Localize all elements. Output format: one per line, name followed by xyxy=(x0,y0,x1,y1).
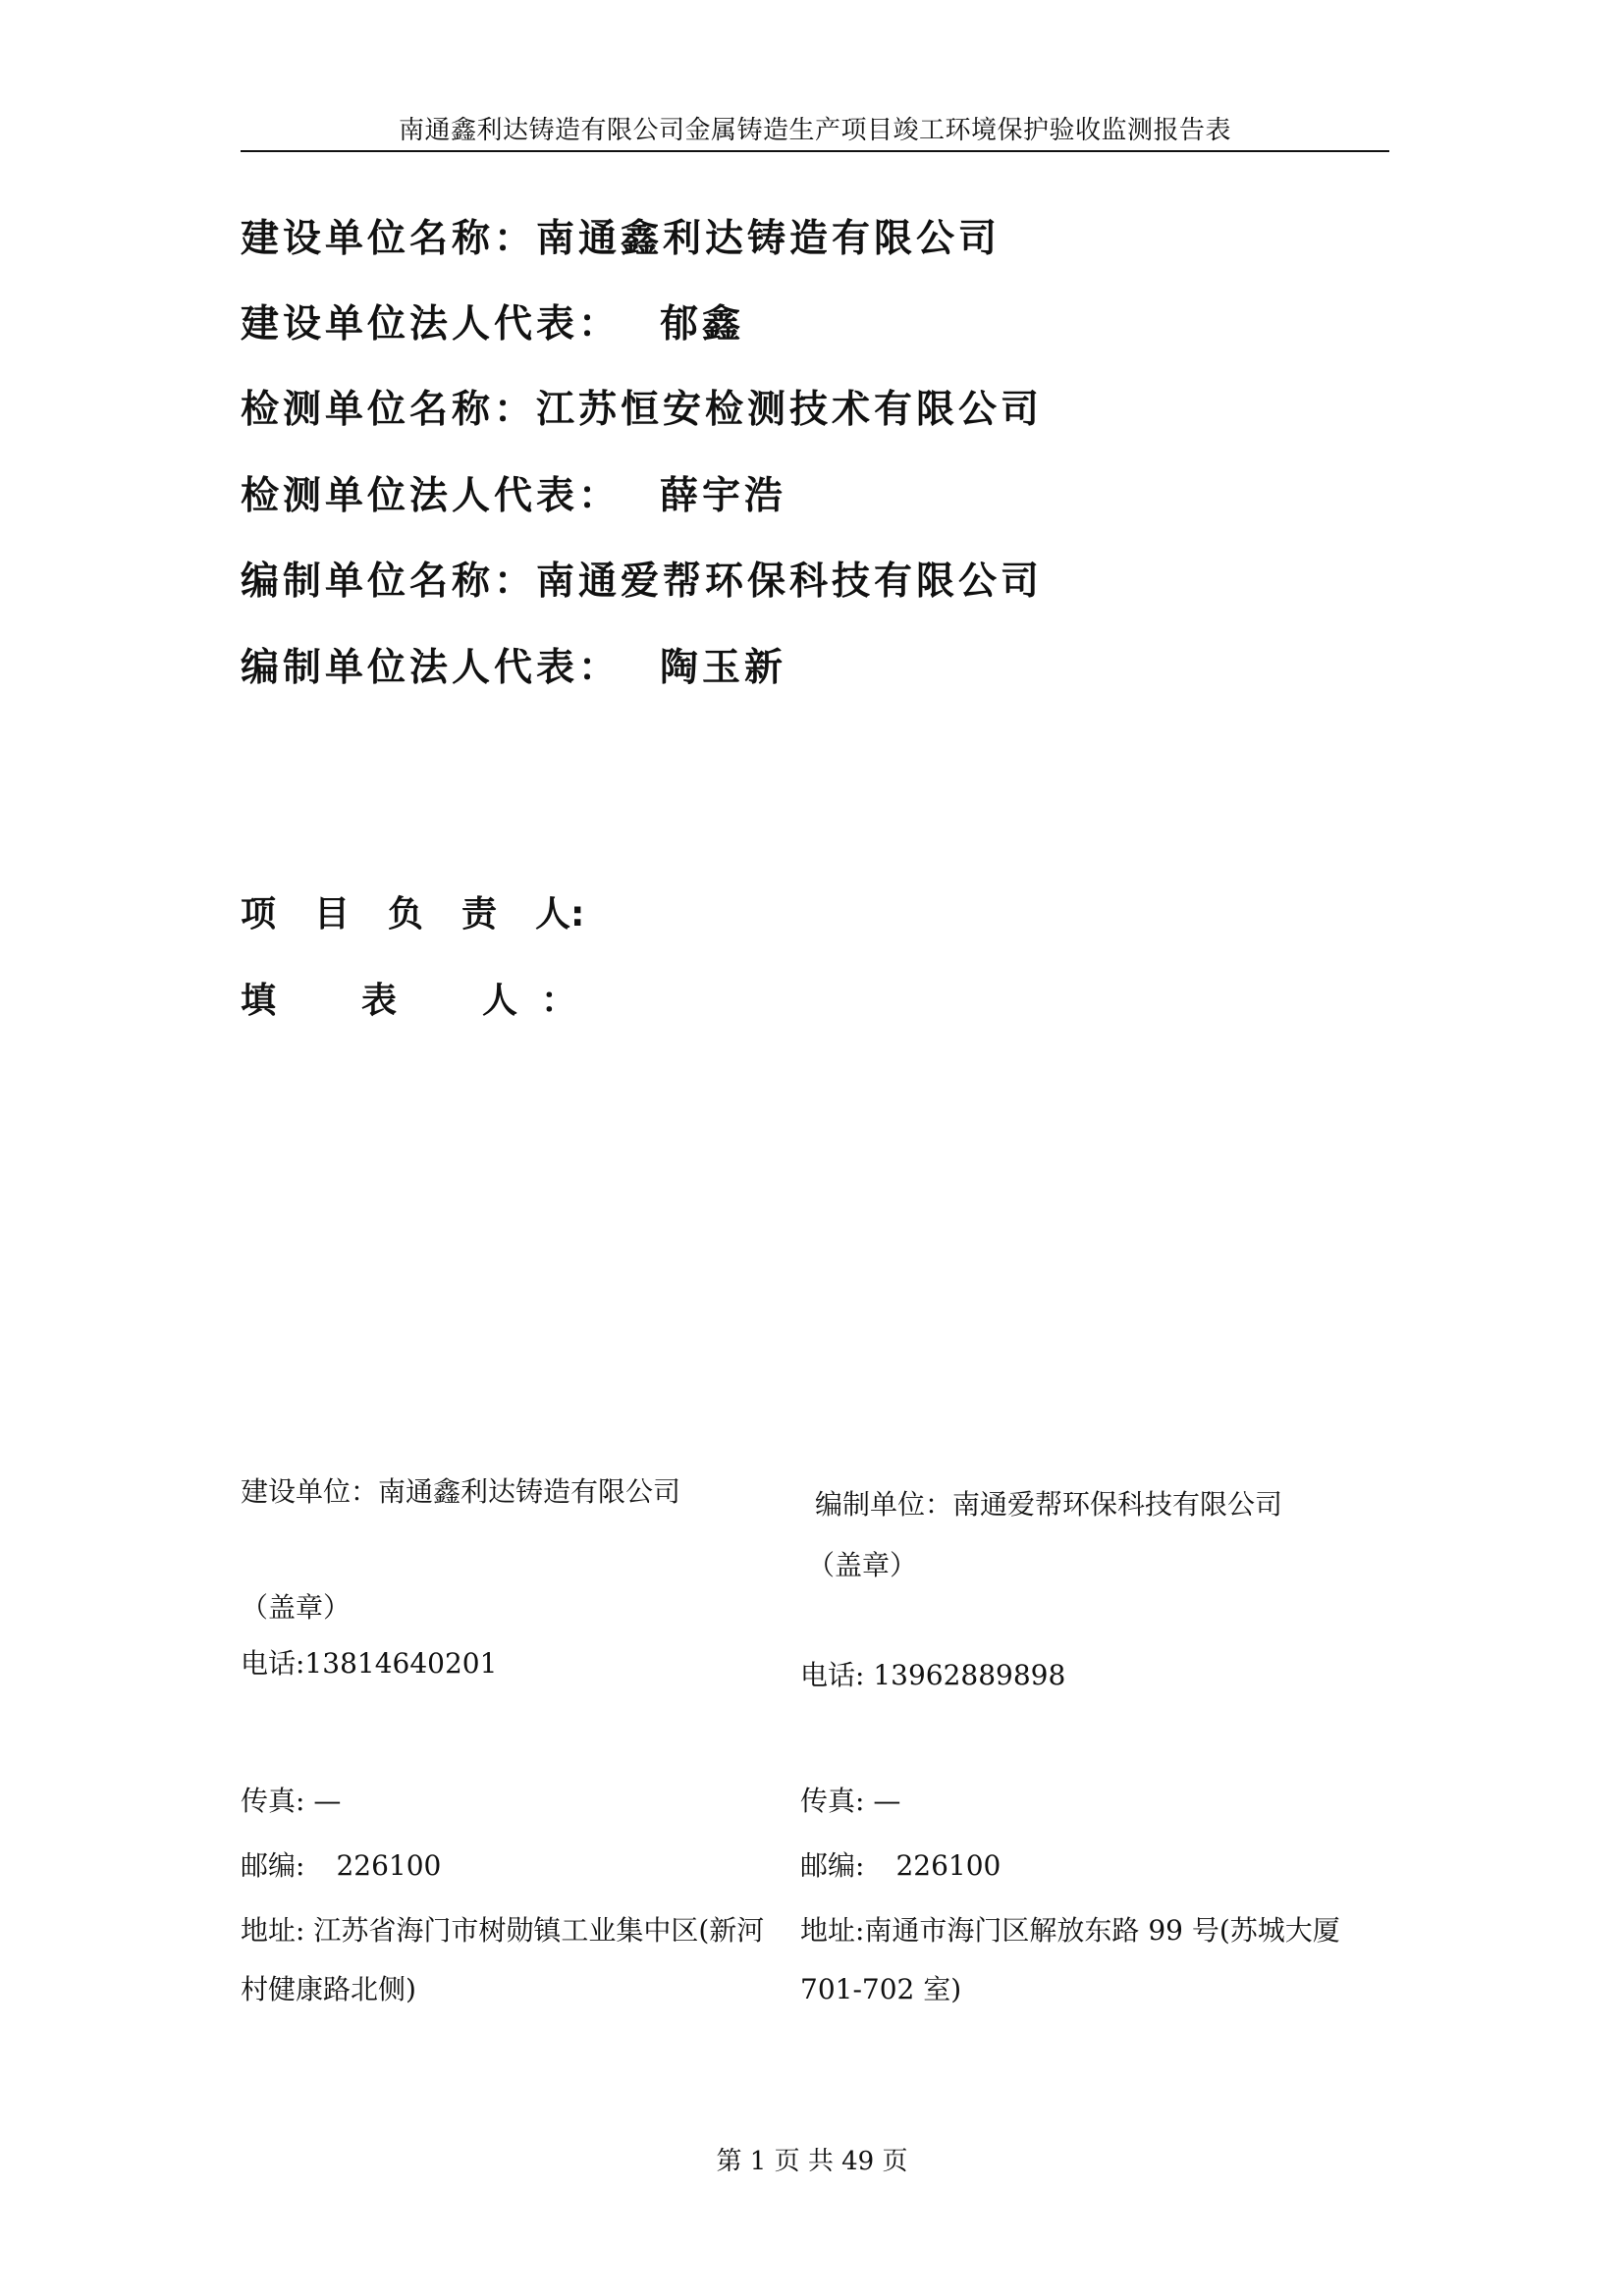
left-address: 地址: 江苏省海门市树勋镇工业集中区(新河村健康路北侧) xyxy=(241,1914,765,2005)
right-seal: （盖章） xyxy=(807,1549,918,1581)
construction-unit-rep-label: 建设单位法人代表： xyxy=(241,302,622,347)
project-lead-char: 责 xyxy=(461,894,498,934)
form-filler-char: 人 xyxy=(482,981,518,1021)
project-lead-char: 负 xyxy=(388,894,424,934)
construction-unit-name-value: 南通鑫利达铸造有限公司 xyxy=(536,217,1001,261)
compiling-unit-name-line xyxy=(241,558,1043,607)
right-postcode-value: 226100 xyxy=(895,1849,1001,1882)
form-filler-char: 填 xyxy=(241,981,277,1021)
left-unit-name: 建设单位：南通鑫利达铸造有限公司 xyxy=(241,1475,681,1508)
page-number: 第 1 页 共 49 页 xyxy=(716,2147,908,2176)
testing-unit-rep-value: 薛宇浩 xyxy=(660,474,787,518)
left-postcode-label: 邮编: xyxy=(241,1849,305,1882)
left-postcode-value: 226100 xyxy=(336,1849,442,1882)
project-lead-line xyxy=(241,892,584,937)
compiling-unit-rep-line xyxy=(241,644,786,693)
construction-unit-name-label: 建设单位名称： xyxy=(241,217,537,261)
left-fax: 传真: — xyxy=(241,1785,342,1817)
testing-unit-rep-label: 检测单位法人代表： xyxy=(241,474,622,518)
testing-unit-rep-line xyxy=(241,472,786,521)
form-filler-line xyxy=(241,979,576,1024)
testing-unit-name-line xyxy=(241,386,1043,435)
testing-unit-name-label: 检测单位名称： xyxy=(241,388,537,432)
project-lead-char: 人: xyxy=(535,894,585,934)
compiling-unit-name-value: 南通爱帮环保科技有限公司 xyxy=(536,560,1044,604)
right-phone: 电话: 13962889898 xyxy=(800,1659,1066,1691)
compiling-unit-rep-label: 编制单位法人代表： xyxy=(241,646,622,690)
right-fax: 传真: — xyxy=(800,1785,901,1817)
left-phone: 电话:13814640201 xyxy=(241,1647,498,1680)
right-unit-name: 编制单位：南通爱帮环保科技有限公司 xyxy=(815,1488,1283,1521)
form-filler-char: 表 xyxy=(361,981,398,1021)
header-divider xyxy=(241,150,1389,152)
project-lead-char: 目 xyxy=(314,894,351,934)
right-postcode-line xyxy=(800,1848,1001,1884)
construction-unit-rep-line xyxy=(241,300,744,349)
right-address: 地址:南通市海门区解放东路 99 号(苏城大厦 701-702 室) xyxy=(800,1914,1340,2005)
form-filler-char: ： xyxy=(541,981,577,1021)
left-seal: （盖章） xyxy=(241,1591,352,1624)
testing-unit-name-value: 江苏恒安检测技术有限公司 xyxy=(536,388,1044,432)
project-lead-char: 项 xyxy=(241,894,277,934)
construction-unit-rep-value: 郁鑫 xyxy=(660,302,745,347)
page-header-title: 南通鑫利达铸造有限公司金属铸造生产项目竣工环境保护验收监测报告表 xyxy=(398,116,1231,145)
compiling-unit-rep-value: 陶玉新 xyxy=(660,646,787,690)
right-postcode-label: 邮编: xyxy=(800,1849,865,1882)
construction-unit-name-line xyxy=(241,215,1001,264)
left-postcode-line xyxy=(241,1848,441,1884)
compiling-unit-name-label: 编制单位名称： xyxy=(241,560,537,604)
